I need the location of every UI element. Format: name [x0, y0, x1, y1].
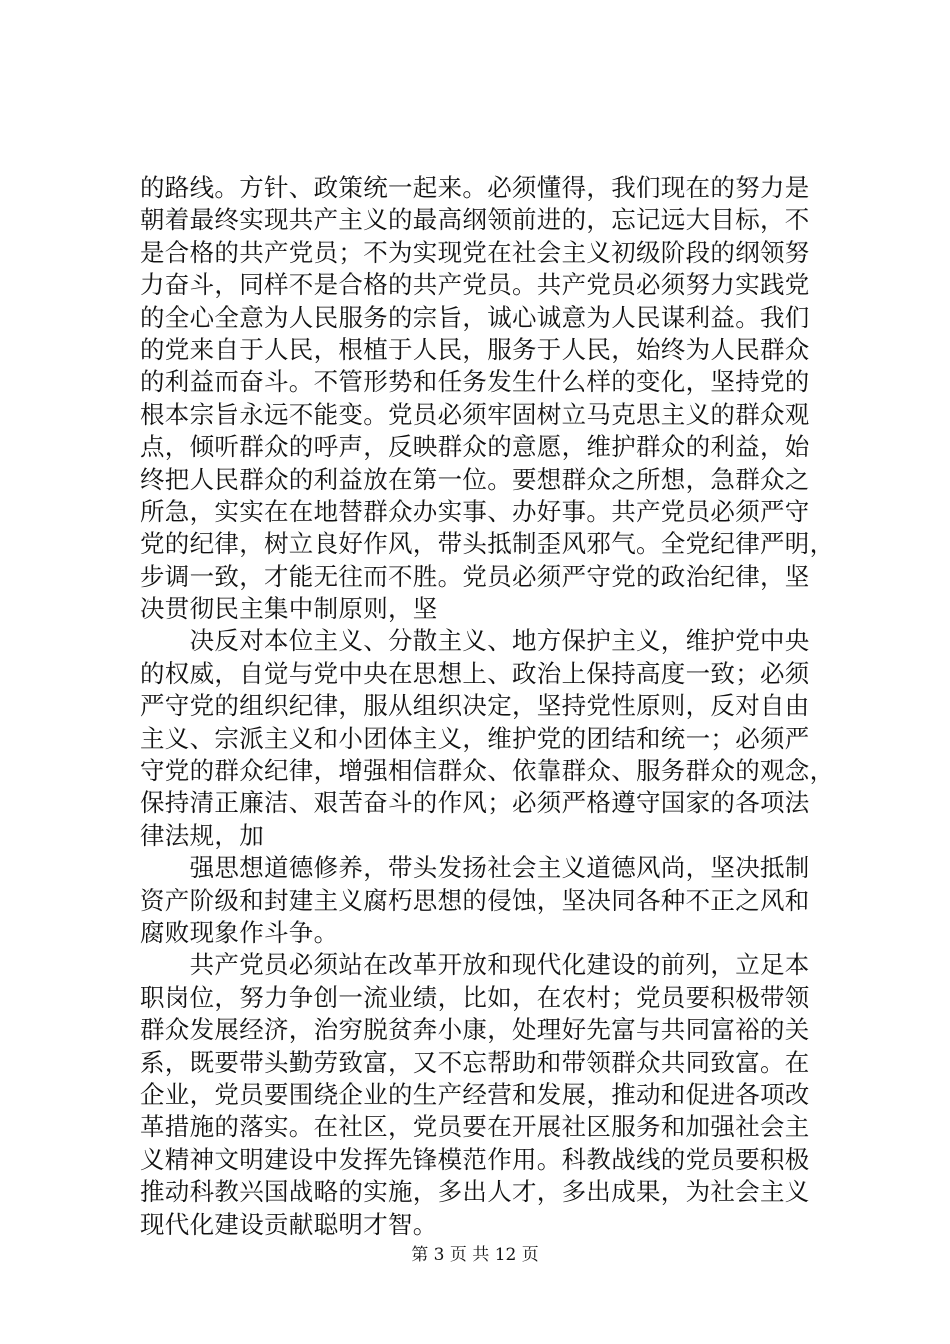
text-line: 朝着最终实现共产主义的最高纲领前进的，忘记远大目标，不 — [140, 205, 810, 235]
text-line: 现代化建设贡献聪明才智。 — [140, 1209, 438, 1239]
text-line: 职岗位，努力争创一流业绩，比如，在农村；党员要积极带领 — [140, 982, 810, 1012]
text-line: 决贯彻民主集中制原则，坚 — [140, 594, 438, 624]
text-line: 群众发展经济，治穷脱贫奔小康，处理好先富与共同富裕的关 — [140, 1015, 810, 1045]
text-line: 的路线。方针、政策统一起来。必须懂得，我们现在的努力是 — [140, 173, 810, 202]
text-line: 的全心全意为人民服务的宗旨，诚心诚意为人民谋利益。我们 — [140, 302, 810, 332]
text-line: 点，倾听群众的呼声，反映群众的意愿，维护群众的利益，始 — [140, 432, 810, 462]
text-line: 终把人民群众的利益放在第一位。要想群众之所想，急群众之 — [140, 464, 810, 494]
text-line: 的党来自于人民，根植于人民，服务于人民，始终为人民群众 — [140, 334, 810, 364]
text-line: 保持清正廉洁、艰苦奋斗的作风；必须严格遵守国家的各项法 — [140, 788, 810, 818]
text-line: 共产党员必须站在改革开放和现代化建设的前列，立足本 — [140, 950, 810, 980]
text-line: 企业，党员要围绕企业的生产经营和发展，推动和促进各项改 — [140, 1079, 810, 1109]
text-line: 决反对本位主义、分散主义、地方保护主义，维护党中央 — [140, 626, 810, 656]
text-line: 义精神文明建设中发挥先锋模范作用。科教战线的党员要积极 — [140, 1144, 810, 1174]
text-line: 强思想道德修养，带头发扬社会主义道德风尚，坚决抵制 — [140, 853, 810, 883]
text-line: 根本宗旨永远不能变。党员必须牢固树立马克思主义的群众观 — [140, 399, 810, 429]
text-line: 党的纪律，树立良好作风，带头抵制歪风邪气。全党纪律严明， — [140, 529, 835, 559]
page-footer — [0, 1244, 950, 1266]
text-line: 的权威，自觉与党中央在思想上、政治上保持高度一致；必须 — [140, 658, 810, 688]
text-line: 所急，实实在在地替群众办实事、办好事。共产党员必须严守 — [140, 496, 810, 526]
text-line: 步调一致，才能无往而不胜。党员必须严守党的政治纪律，坚 — [140, 561, 810, 591]
text-line: 资产阶级和封建主义腐朽思想的侵蚀，坚决同各种不正之风和 — [140, 885, 810, 915]
text-line: 系，既要带头勤劳致富，又不忘帮助和带领群众共同致富。在 — [140, 1047, 810, 1077]
text-line: 严守党的组织纪律，服从组织决定，坚持党性原则，反对自由 — [140, 691, 810, 721]
text-line: 推动科教兴国战略的实施，多出人才，多出成果，为社会主义 — [140, 1177, 810, 1207]
text-line: 力奋斗，同样不是合格的共产党员。共产党员必须努力实践党 — [140, 270, 810, 300]
text-line: 革措施的落实。在社区，党员要在开展社区服务和加强社会主 — [140, 1112, 810, 1142]
text-line: 主义、宗派主义和小团体主义，维护党的团结和统一；必须严 — [140, 723, 810, 753]
page-number: 第 3 页 共 12 页 — [411, 1245, 539, 1265]
text-line: 的利益而奋斗。不管形势和任务发生什么样的变化，坚持党的 — [140, 367, 810, 397]
document-body — [140, 172, 835, 1241]
text-line: 是合格的共产党员；不为实现党在社会主义初级阶段的纲领努 — [140, 237, 810, 267]
text-line: 腐败现象作斗争。 — [140, 917, 339, 947]
text-line: 守党的群众纪律，增强相信群众、依靠群众、服务群众的观念， — [140, 756, 835, 786]
text-line: 律法规，加 — [140, 820, 264, 850]
